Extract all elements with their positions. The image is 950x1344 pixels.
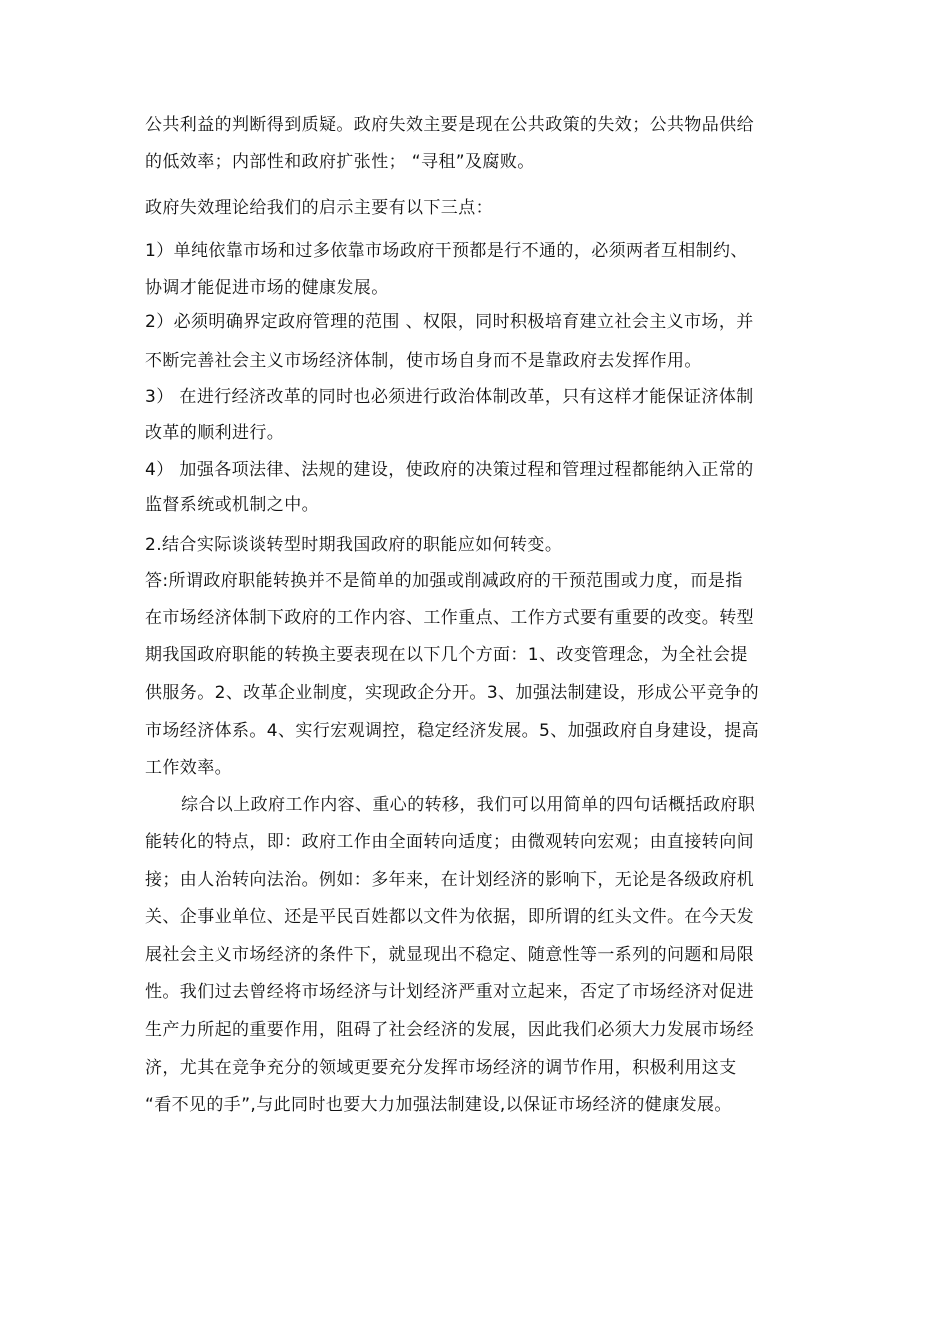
text-line: 济，尤其在竞争充分的领域更要充分发挥市场经济的调节作用，积极利用这支 [145,1058,737,1078]
text-line: 关、企事业单位、还是平民百姓都以文件为依据，即所谓的红头文件。在今天发 [145,907,754,927]
paragraph-start-line: 综合以上政府工作内容、重心的转移，我们可以用简单的四句话概括政府职 [181,795,756,815]
text-line: 展社会主义市场经济的条件下，就显现出不稳定、随意性等一系列的问题和局限 [145,945,754,965]
text-line: 不断完善社会主义市场经济体制，使市场自身而不是靠政府去发挥作用。 [145,351,702,371]
text-line: 答:所谓政府职能转换并不是简单的加强或削减政府的干预范围或力度，而是指 [145,571,743,591]
text-line: 市场经济体系。4、实行宏观调控，稳定经济发展。5、加强政府自身建设，提高 [145,721,760,741]
text-line: 政府失效理论给我们的启示主要有以下三点： [145,198,493,218]
text-line: 协调才能促进市场的健康发展。 [145,278,389,298]
text-line: 的低效率；内部性和政府扩张性； “寻租”及腐败。 [145,152,535,172]
text-line: 能转化的特点，即：政府工作由全面转向适度；由微观转向宏观；由直接转向间 [145,832,754,852]
text-line: 1）单纯依靠市场和过多依靠市场政府干预都是行不通的，必须两者互相制约、 [145,241,748,261]
text-line: 4） 加强各项法律、法规的建设，使政府的决策过程和管理过程都能纳入正常的 [145,460,754,480]
text-line: 3） 在进行经济改革的同时也必须进行政治体制改革，只有这样才能保证济体制 [145,387,754,407]
text-line: 期我国政府职能的转换主要表现在以下几个方面：1、改变管理念，为全社会提 [145,645,748,665]
text-line: 生产力所起的重要作用，阻碍了社会经济的发展，因此我们必须大力发展市场经 [145,1020,754,1040]
text-line: 性。我们过去曾经将市场经济与计划经济严重对立起来，否定了市场经济对促进 [145,982,754,1002]
text-line: 改革的顺利进行。 [145,423,285,443]
text-line: 2）必须明确界定政府管理的范围 、权限，同时积极培育建立社会主义市场，并 [145,312,754,332]
section-heading: 2.结合实际谈谈转型时期我国政府的职能应如何转变。 [145,535,563,555]
text-line: 监督系统或机制之中。 [145,495,319,515]
text-line: 供服务。2、改革企业制度，实现政企分开。3、加强法制建设，形成公平竞争的 [145,683,760,703]
text-line: 工作效率。 [145,758,232,778]
text-line: 在市场经济体制下政府的工作内容、工作重点、工作方式要有重要的改变。转型 [145,608,754,628]
text-line: “看不见的手”,与此同时也要大力加强法制建设,以保证市场经济的健康发展。 [145,1095,732,1115]
text-line: 公共利益的判断得到质疑。政府失效主要是现在公共政策的失效；公共物品供给 [145,115,754,135]
text-line: 接；由人治转向法治。例如：多年来，在计划经济的影响下，无论是各级政府机 [145,870,754,890]
